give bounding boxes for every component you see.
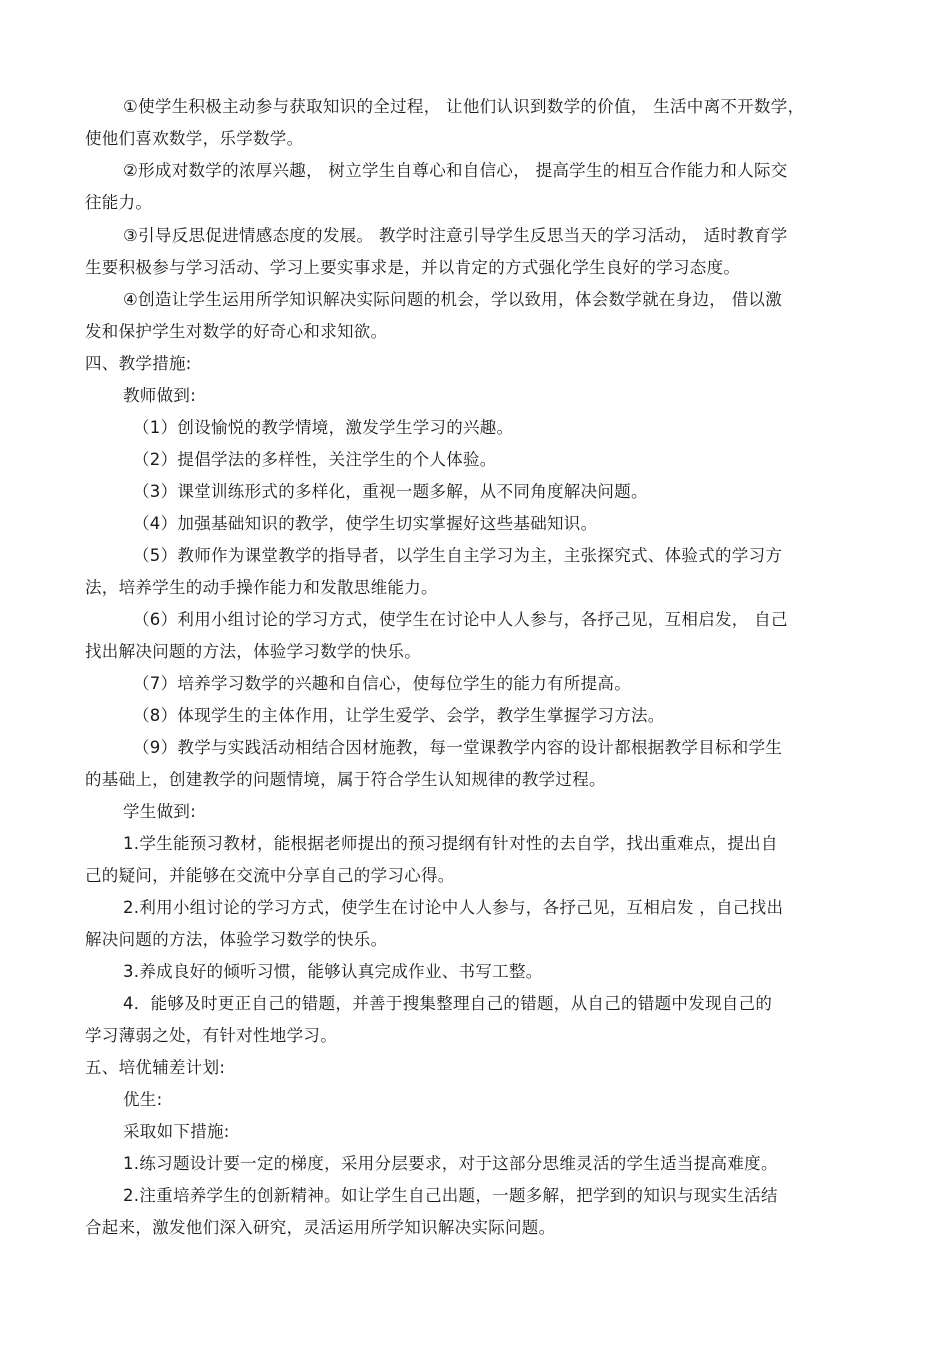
- subheading: 优生:: [123, 1090, 163, 1109]
- text-line: 学习薄弱之处，有针对性地学习。: [85, 1026, 337, 1045]
- list-item: 2.利用小组讨论的学习方式，使学生在讨论中人人参与，各抒己见，互相启发 ，自己找出: [123, 898, 784, 917]
- text-line: ④创造让学生运用所学知识解决实际问题的机会，学以致用，体会数学就在身边， 借以激: [123, 290, 783, 309]
- text-line: 法，培养学生的动手操作能力和发散思维能力。: [85, 578, 438, 597]
- list-item: 4．能够及时更正自己的错题，并善于搜集整理自己的错题，从自己的错题中发现自己的: [123, 994, 773, 1013]
- text-line: 找出解决问题的方法，体验学习数学的快乐。: [85, 642, 421, 661]
- text-line: 发和保护学生对数学的好奇心和求知欲。: [85, 322, 388, 341]
- list-item: （3）课堂训练形式的多样化，重视一题多解，从不同角度解决问题。: [133, 482, 648, 501]
- text-line: 合起来，激发他们深入研究，灵活运用所学知识解决实际问题。: [85, 1218, 556, 1237]
- text-line: 往能力。: [85, 193, 153, 212]
- list-item: （6）利用小组讨论的学习方式，使学生在讨论中人人参与，各抒己见，互相启发， 自己: [133, 610, 788, 629]
- list-item: 1.学生能预习教材，能根据老师提出的预习提纲有针对性的去自学，找出重难点，提出自: [123, 834, 778, 853]
- subheading: 教师做到:: [123, 386, 197, 405]
- subheading: 学生做到:: [123, 802, 197, 821]
- list-item: 3.养成良好的倾听习惯，能够认真完成作业、书写工整。: [123, 962, 543, 981]
- subheading: 采取如下措施:: [123, 1122, 230, 1141]
- list-item: （4）加强基础知识的教学，使学生切实掌握好这些基础知识。: [133, 514, 598, 533]
- list-item: （7）培养学习数学的兴趣和自信心，使每位学生的能力有所提高。: [133, 674, 631, 693]
- list-item: 2.注重培养学生的创新精神。如让学生自己出题，一题多解，把学到的知识与现实生活结: [123, 1186, 778, 1205]
- text-line: 使他们喜欢数学，乐学数学。: [85, 129, 304, 148]
- list-item: （1）创设愉悦的教学情境，激发学生学习的兴趣。: [133, 418, 514, 437]
- section-heading: 四、教学措施:: [85, 354, 192, 373]
- text-line: ③引导反思促进情感态度的发展。 教学时注意引导学生反思当天的学习活动， 适时教育学: [123, 226, 788, 245]
- list-item: 1.练习题设计要一定的梯度，采用分层要求，对于这部分思维灵活的学生适当提高难度。: [123, 1154, 778, 1173]
- text-line: ①使学生积极主动参与获取知识的全过程， 让他们认识到数学的价值， 生活中离不开数学，: [123, 97, 805, 116]
- text-line: 己的疑问，并能够在交流中分享自己的学习心得。: [85, 866, 455, 885]
- text-line: 的基础上，创建教学的问题情境，属于符合学生认知规律的教学过程。: [85, 770, 606, 789]
- section-heading: 五、培优辅差计划:: [85, 1058, 226, 1077]
- list-item: （8）体现学生的主体作用，让学生爱学、会学，教学生掌握学习方法。: [133, 706, 665, 725]
- list-item: （5）教师作为课堂教学的指导者，以学生自主学习为主，主张探究式、体验式的学习方: [133, 546, 783, 565]
- text-line: ②形成对数学的浓厚兴趣， 树立学生自尊心和自信心， 提高学生的相互合作能力和人际交: [123, 161, 788, 180]
- list-item: （9）教学与实践活动相结合因材施教，每一堂课教学内容的设计都根据教学目标和学生: [133, 738, 783, 757]
- text-line: 解决问题的方法，体验学习数学的快乐。: [85, 930, 388, 949]
- list-item: （2）提倡学法的多样性，关注学生的个人体验。: [133, 450, 497, 469]
- text-line: 生要积极参与学习活动、学习上要实事求是，并以肯定的方式强化学生良好的学习态度。: [85, 258, 741, 277]
